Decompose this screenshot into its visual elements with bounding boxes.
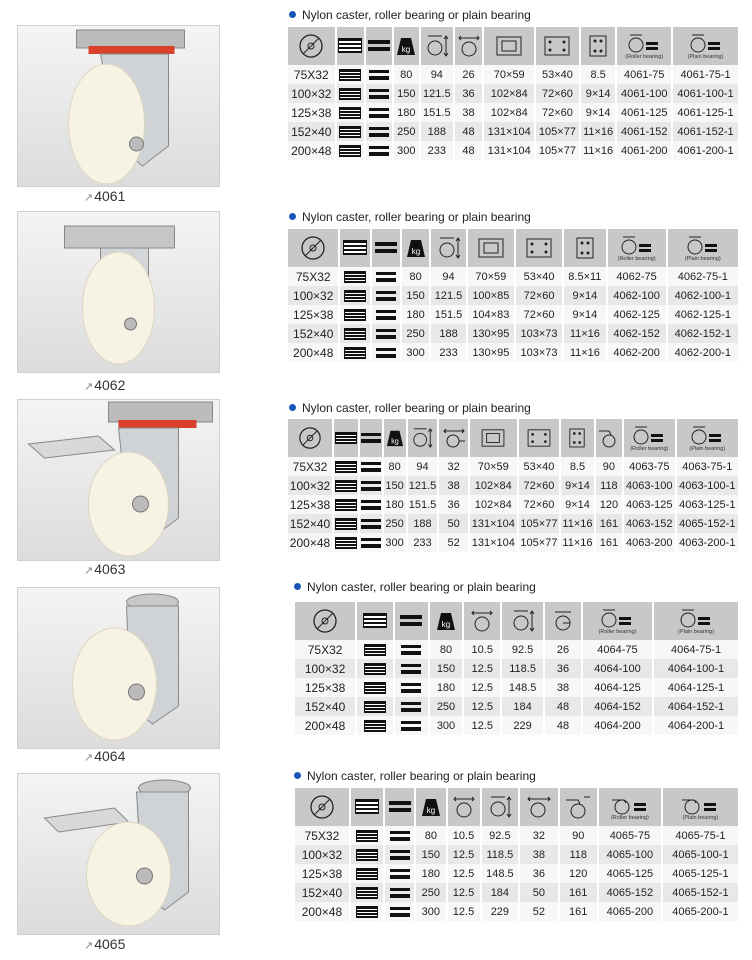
model-label: ↗4061 (84, 188, 126, 204)
height-icon (482, 788, 519, 826)
height-icon (431, 229, 465, 267)
table-row: 75X32 80 10.5 92.5 26 4064-75 4064-75-1 (295, 640, 738, 659)
table-row: 152×40 250 12.5 184 48 4064-152 4064-152-1 (295, 697, 738, 716)
hole-spacing-icon (516, 229, 562, 267)
table-row: 75X32 80 94 26 70×59 53×40 8.5 4061-75 4061-75-1 (288, 65, 738, 84)
swivel-radius-icon (520, 788, 557, 826)
model-label: ↗4062 (84, 377, 126, 393)
svg-text:kg: kg (402, 45, 411, 54)
table-row: 100×32 150 121.5 38 102×84 72×60 9×14 118 4063-100 4063-100-1 (288, 476, 738, 495)
wheel-diameter-icon (288, 419, 332, 457)
bolt-hole-icon (561, 419, 594, 457)
table-row: 200×48 300 233 52 131×104 105×77 11×16 161 4063-200 4063-200-1 (288, 533, 738, 552)
roller-bearing-icon: (Roller bearing) (583, 602, 652, 640)
table-row: 75X32 80 94 32 70×59 53×40 8.5 90 4063-75 4063-75-1 (288, 457, 738, 476)
spec-table (286, 27, 740, 160)
tread-icon (337, 27, 365, 65)
table-row: 152×40 250 12.5 184 50 161 4065-152 4065-152-1 (295, 883, 738, 902)
spec-table (286, 229, 740, 362)
caster-photo-4064 (17, 587, 220, 749)
tread-icon (351, 788, 383, 826)
width-icon (385, 788, 414, 826)
plain-bearing-icon: (Plain bearing) (668, 229, 738, 267)
wheel-diameter-icon (288, 27, 335, 65)
plate-size-icon (484, 27, 534, 65)
plain-bearing-icon: (Plain bearing) (663, 788, 738, 826)
model-label: ↗4063 (84, 561, 126, 577)
swivel-radius-icon (439, 419, 467, 457)
wheel-diameter-icon (295, 788, 349, 826)
table-row: 100×32 150 121.5 100×85 72×60 9×14 4062-100 4062-100-1 (288, 286, 738, 305)
wheel-diameter-icon (295, 602, 355, 640)
table-row: 125×38 180 151.5 38 102×84 72×60 9×14 4061-125 4061-125-1 (288, 103, 738, 122)
caster-photo-4063 (17, 399, 220, 561)
table-row: 200×48 300 233 130×95 103×73 11×16 4062-200 4062-200-1 (288, 343, 738, 362)
section-heading: Nylon caster, roller bearing or plain bearing (289, 8, 531, 22)
bolt-hole-icon (564, 229, 605, 267)
bolt-hole-icon (581, 27, 616, 65)
offset-icon (448, 788, 480, 826)
brake-icon (596, 419, 622, 457)
bolt-hole-caster-image (18, 588, 219, 748)
section-heading: Nylon caster, roller bearing or plain bearing (294, 769, 536, 783)
table-row: 75X32 80 10.5 92.5 32 90 4065-75 4065-75-1 (295, 826, 738, 845)
width-icon (360, 419, 382, 457)
wheel-diameter-icon (288, 229, 338, 267)
svg-text:kg: kg (390, 436, 399, 446)
table-row: 75X32 80 94 70×59 53×40 8.5×11 4062-75 4062-75-1 (288, 267, 738, 286)
tread-icon (340, 229, 370, 267)
caster-photo-4062 (17, 211, 220, 373)
model-label: ↗4064 (84, 748, 126, 764)
roller-bearing-icon: (Roller bearing) (617, 27, 671, 65)
table-row: 100×32 150 12.5 118.5 38 118 4065-100 4065-100-1 (295, 845, 738, 864)
svg-text:kg: kg (426, 806, 436, 815)
width-icon (372, 229, 399, 267)
table-row: 200×48 300 12.5 229 52 161 4065-200 4065-200-1 (295, 902, 738, 921)
bullet-icon (294, 583, 301, 590)
table-row: 125×38 180 151.5 36 102×84 72×60 9×14 120 4063-125 4063-125-1 (288, 495, 738, 514)
plain-bearing-icon: (Plain bearing) (673, 27, 738, 65)
svg-text:kg: kg (411, 247, 420, 256)
section-heading: Nylon caster, roller bearing or plain bearing (289, 210, 531, 224)
width-icon (395, 602, 428, 640)
height-icon (421, 27, 453, 65)
roller-bearing-icon: (Roller bearing) (624, 419, 675, 457)
section-heading: Nylon caster, roller bearing or plain bearing (289, 401, 531, 415)
brake-caster-image (18, 400, 219, 560)
table-row: 152×40 250 188 48 131×104 105×77 11×16 4061-152 4061-152-1 (288, 122, 738, 141)
table-row: 100×32 150 12.5 118.5 36 4064-100 4064-100-1 (295, 659, 738, 678)
table-row: 152×40 250 188 130×95 103×73 11×16 4062-152 4062-152-1 (288, 324, 738, 343)
plate-size-icon (470, 419, 517, 457)
table-row: 100×32 150 121.5 36 102×84 72×60 9×14 4061-100 4061-100-1 (288, 84, 738, 103)
bullet-icon (289, 11, 296, 18)
bullet-icon (289, 213, 296, 220)
section-heading: Nylon caster, roller bearing or plain bearing (294, 580, 536, 594)
spec-table (293, 602, 740, 735)
table-row: 200×48 300 233 48 131×104 105×77 11×16 4061-200 4061-200-1 (288, 141, 738, 160)
model-label: ↗4065 (84, 936, 126, 952)
tread-icon (334, 419, 358, 457)
offset-icon (464, 602, 500, 640)
spec-table (293, 788, 740, 921)
load-kg-icon (402, 229, 429, 267)
offset-icon (455, 27, 483, 65)
height-icon (502, 602, 543, 640)
plain-bearing-icon: (Plain bearing) (654, 602, 738, 640)
load-kg-icon (416, 788, 445, 826)
swivel-caster-image (18, 26, 219, 186)
fixed-caster-image (18, 212, 219, 372)
bolt-hole-brake-caster-image (18, 774, 219, 934)
bullet-icon (294, 772, 301, 779)
brake-icon (560, 788, 597, 826)
svg-text:kg: kg (441, 620, 451, 629)
height-icon (408, 419, 438, 457)
load-kg-icon (394, 27, 419, 65)
roller-bearing-icon: (Roller bearing) (599, 788, 661, 826)
spec-table (286, 419, 740, 552)
roller-bearing-icon: (Roller bearing) (608, 229, 666, 267)
tread-icon (357, 602, 393, 640)
caster-photo-4061 (17, 25, 220, 187)
width-icon (366, 27, 391, 65)
table-row: 152×40 250 188 50 131×104 105×77 11×16 161 4063-152 4065-152-1 (288, 514, 738, 533)
hole-spacing-icon (536, 27, 579, 65)
table-row: 125×38 180 151.5 104×83 72×60 9×14 4062-125 4062-125-1 (288, 305, 738, 324)
load-kg-icon (430, 602, 463, 640)
hole-spacing-icon (519, 419, 559, 457)
table-row: 200×48 300 12.5 229 48 4064-200 4064-200-1 (295, 716, 738, 735)
load-kg-icon (384, 419, 406, 457)
plate-size-icon (468, 229, 514, 267)
plain-bearing-icon: (Plain bearing) (677, 419, 738, 457)
table-row: 125×38 180 12.5 148.5 38 4064-125 4064-125-1 (295, 678, 738, 697)
caster-photo-4065 (17, 773, 220, 935)
swivel-radius-icon (545, 602, 581, 640)
bullet-icon (289, 404, 296, 411)
table-row: 125×38 180 12.5 148.5 36 120 4065-125 4065-125-1 (295, 864, 738, 883)
